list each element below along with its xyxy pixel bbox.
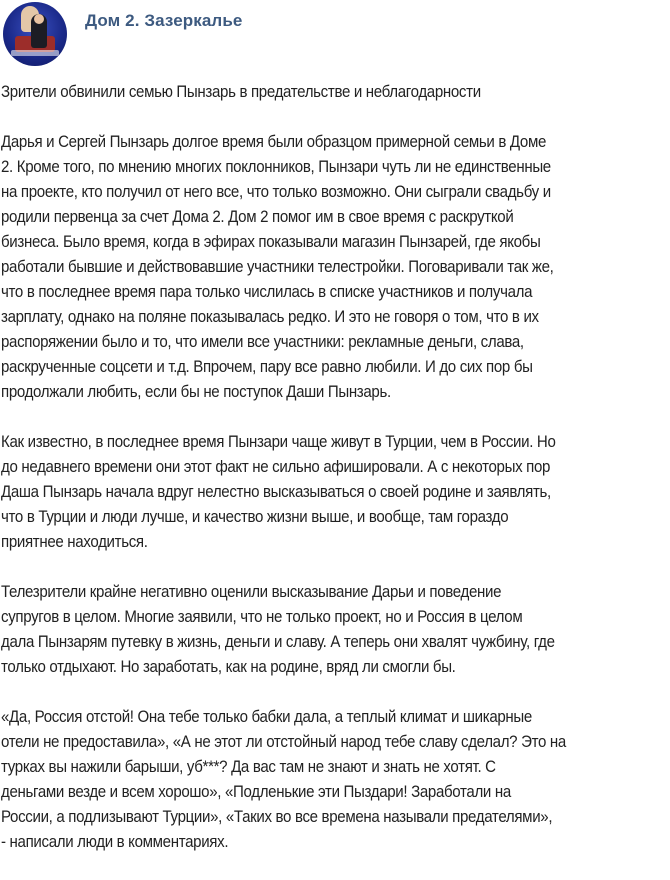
text-line: приятнее находиться.: [1, 533, 148, 551]
text-line: раскрученные соцсети и т.д. Впрочем, пару все равно любили. И до сих пор бы: [1, 358, 533, 376]
paragraph-3: [1, 580, 669, 680]
text-line: Как известно, в последнее время Пынзари чаще живут в Турции, чем в России. Но: [1, 433, 556, 451]
post-body: [1, 80, 669, 880]
text-line: России, а подлизывают Турции», «Таких во все времена называли предателями»,: [1, 808, 553, 826]
text-line: Телезрители крайне негативно оценили высказывание Дарьи и поведение: [1, 583, 502, 601]
text-line: «Да, Россия отстой! Она тебе только бабки дала, а теплый климат и шикарные: [1, 708, 532, 726]
text-line: бизнеса. Было время, когда в эфирах показывали магазин Пынзарей, где якобы: [1, 233, 541, 251]
text-line: супругов в целом. Многие заявили, что не только проект, но и Россия в целом: [1, 608, 523, 626]
paragraph-4-quotes: [1, 705, 669, 855]
text-line: что в последнее время пара только числилась в списке участников и получала: [1, 283, 533, 301]
text-line: что в Турции и люди лучше, и качество жизни выше, и вообще, там гораздо: [1, 508, 509, 526]
text-line: - написали люди в комментариях.: [1, 833, 229, 851]
text-line: отели не предоставила», «А не этот ли отстойный народ тебе славу сделал? Это на: [1, 733, 566, 751]
post-headline: Зрители обвинили семью Пынзарь в предательстве и неблагодарности: [1, 83, 481, 101]
avatar-caption: [11, 50, 59, 56]
text-line: работали бывшие и действовавшие участники телестройки. Поговаривали так же,: [1, 258, 554, 276]
text-line: зарплату, однако на поляне показывалась редко. И это не говоря о том, что в их: [1, 308, 539, 326]
text-line: продолжали любить, если бы не поступок Даши Пынзарь.: [1, 383, 391, 401]
text-line: до недавнего времени они этот факт не сильно афишировали. А с некоторых пор: [1, 458, 551, 476]
text-line: дала Пынзарям путевку в жизнь, деньги и славу. А теперь они хвалят чужбину, где: [1, 633, 555, 651]
text-line: деньгами везде и всем хорошо», «Подленькие эти Пыздари! Заработали на: [1, 783, 511, 801]
paragraph-1: [1, 130, 669, 405]
text-line: турках вы нажили барыши, уб***? Да вас там не знают и знать не хотят. С: [1, 758, 496, 776]
avatar-face: [34, 14, 44, 24]
post-header: [0, 0, 670, 70]
text-line: Дарья и Сергей Пынзарь долгое время были образцом примерной семьи в Доме: [1, 133, 547, 151]
text-line: на проекте, кто получил от него все, что только возможно. Они сыграли свадьбу и: [1, 183, 551, 201]
text-line: только отдыхают. Но заработать, как на родине, вряд ли смогли бы.: [1, 658, 456, 676]
paragraph-2: [1, 430, 669, 555]
group-name-link[interactable]: Дом 2. Зазеркалье: [85, 11, 243, 30]
text-line: 2. Кроме того, по мнению многих поклонников, Пынзари чуть ли не единственные: [1, 158, 551, 176]
text-line: распоряжении было и то, что имели все участники: рекламные деньги, слава,: [1, 333, 524, 351]
text-line: родили первенца за счет Дома 2. Дом 2 помог им в свое время с раскруткой: [1, 208, 514, 226]
text-line: Даша Пынзарь начала вдруг нелестно высказываться о своей родине и заявлять,: [1, 483, 551, 501]
group-avatar[interactable]: [3, 2, 67, 66]
